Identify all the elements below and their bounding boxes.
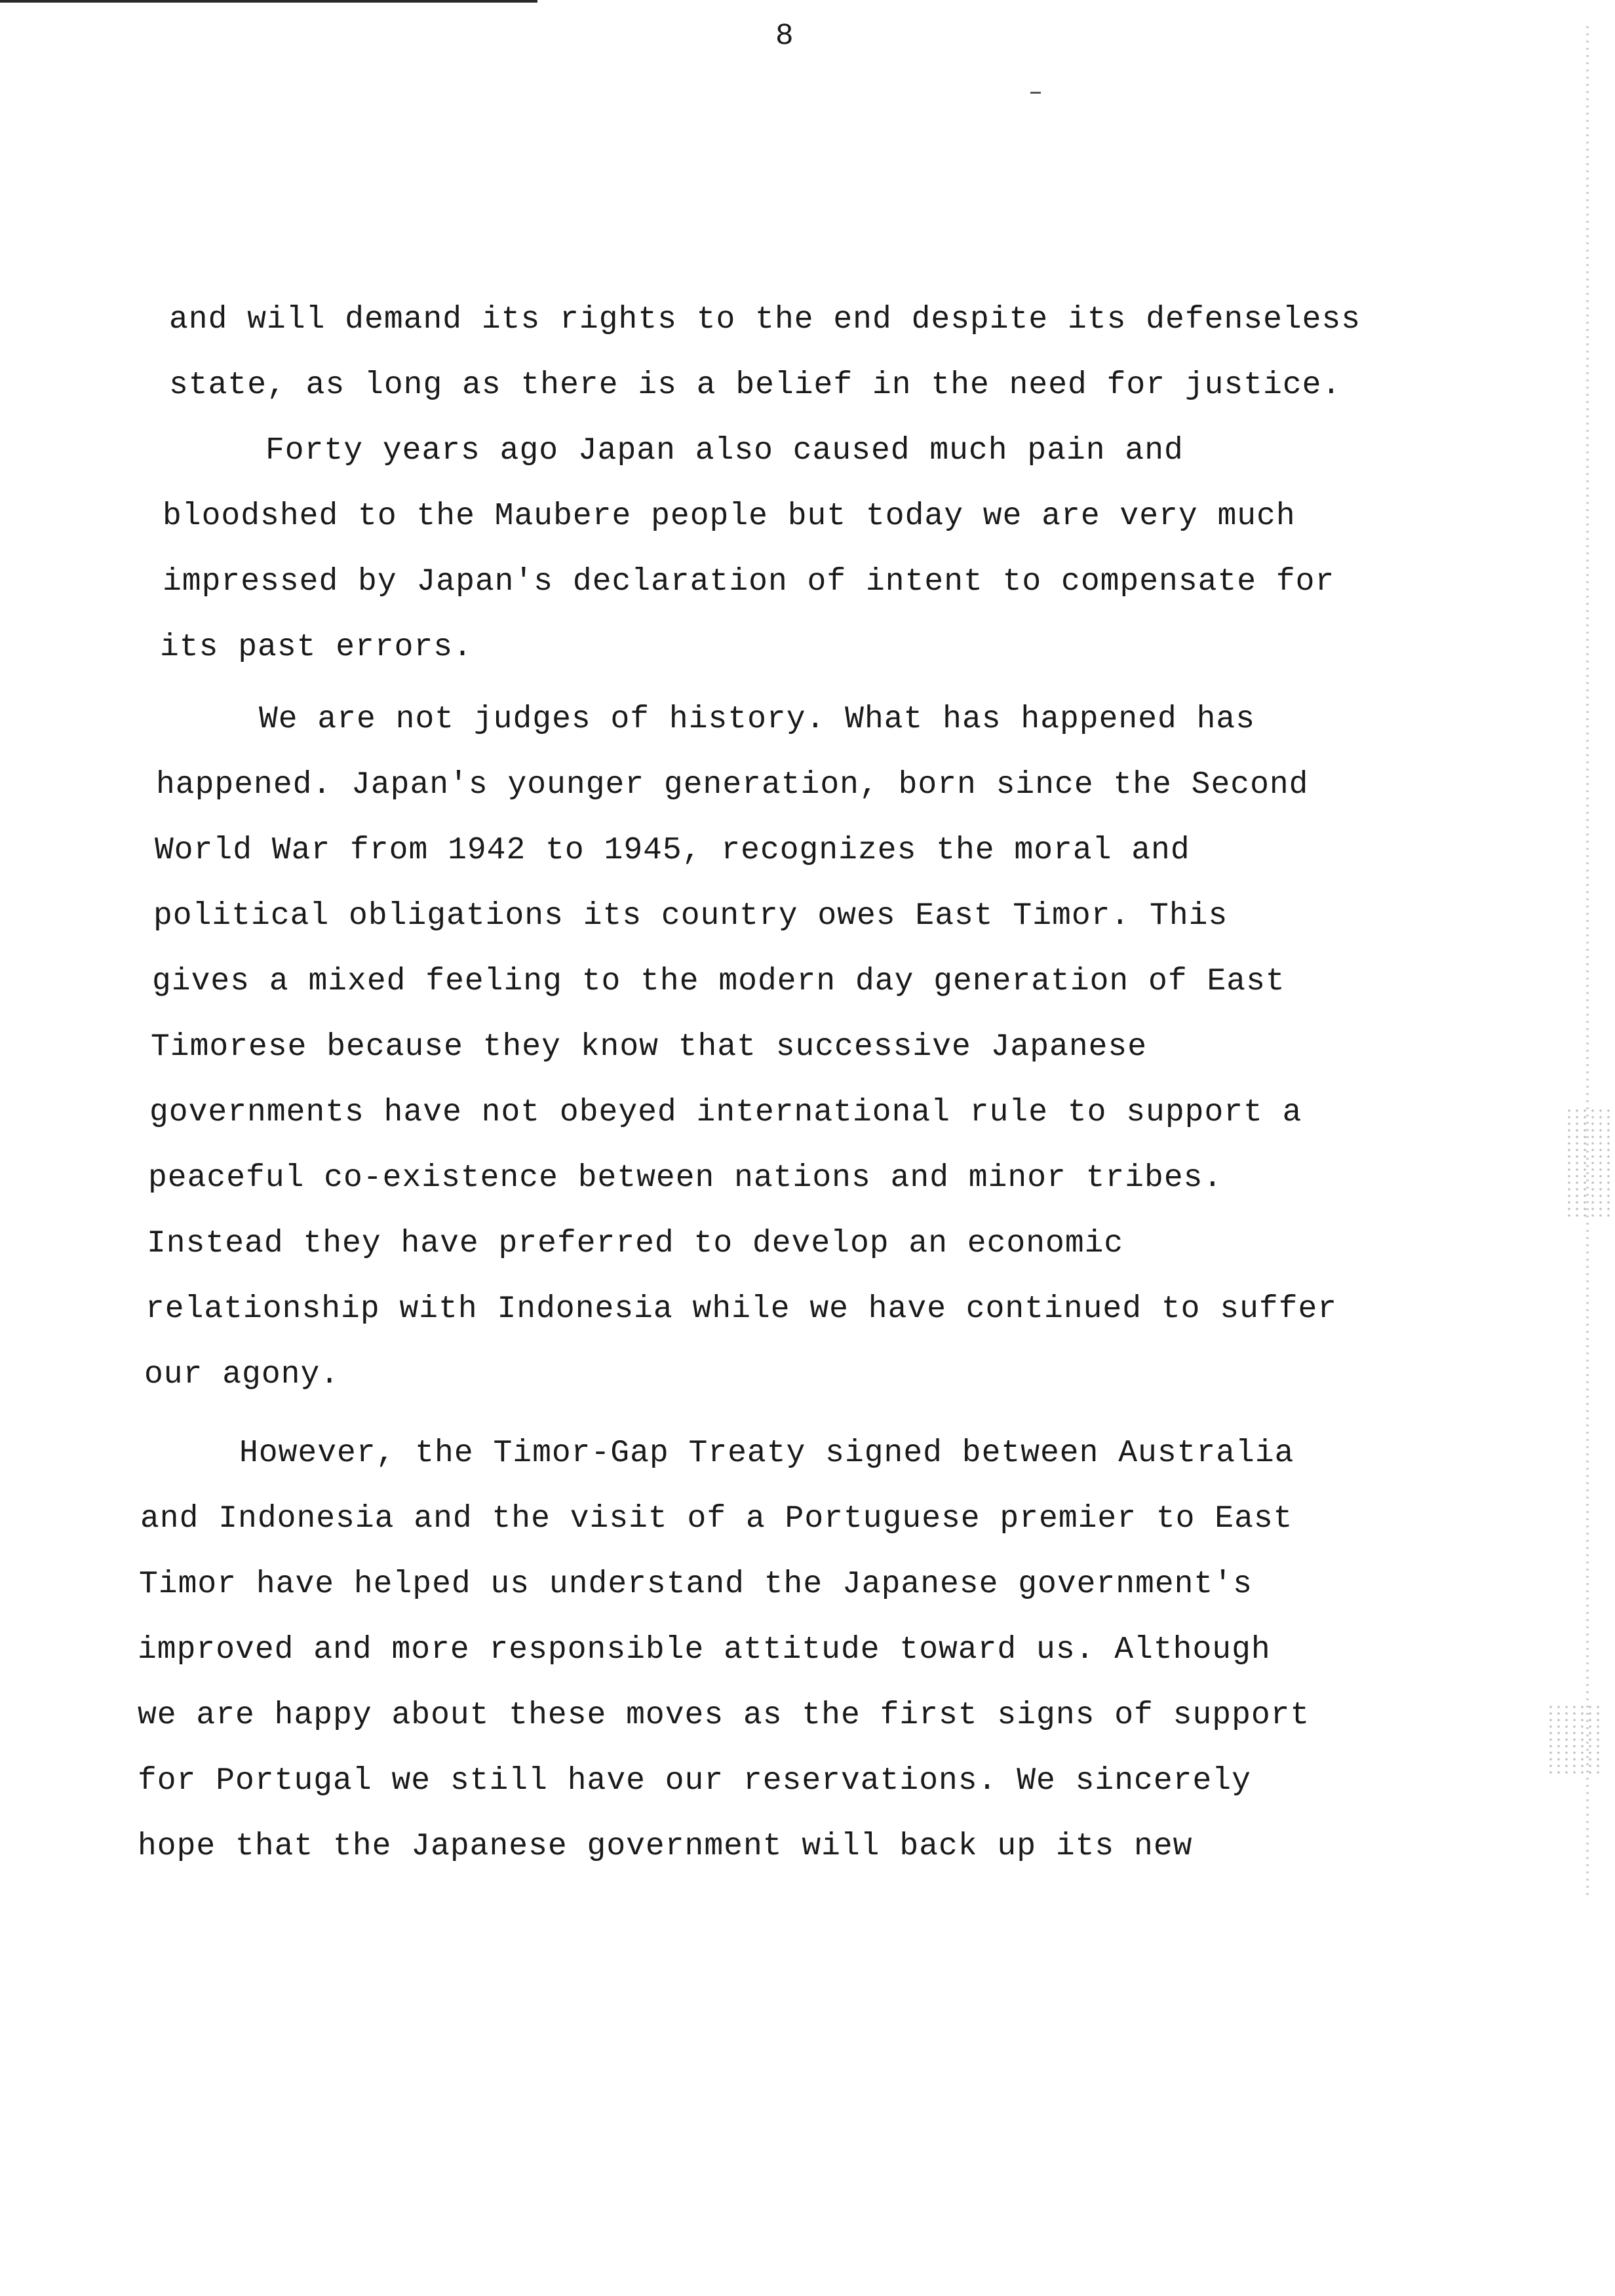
text-line: Timorese because they know that successive Japanese	[151, 1029, 1148, 1065]
text-line: political obligations its country owes East Timor. This	[153, 898, 1228, 934]
text-line: and will demand its rights to the end despite its defenseless	[169, 302, 1361, 337]
text-line: peaceful co-existence between nations and minor tribes.	[148, 1160, 1223, 1196]
text-line: improved and more responsible attitude toward us. Although	[138, 1632, 1271, 1668]
text-line: Timor have helped us understand the Japanese government's	[139, 1567, 1253, 1602]
text-line: World War from 1942 to 1945, recognizes the moral and	[155, 833, 1190, 868]
scan-right-edge-noise	[1586, 26, 1589, 1900]
scan-speckle	[1565, 1107, 1611, 1219]
text-line: we are happy about these moves as the first signs of support	[138, 1698, 1310, 1733]
text-line: for Portugal we still have our reservations. We sincerely	[138, 1763, 1251, 1799]
text-line: Instead they have preferred to develop an economic	[147, 1226, 1124, 1261]
scan-top-edge-rule	[0, 0, 537, 3]
text-line: state, as long as there is a belief in the need for justice.	[169, 368, 1342, 403]
text-line: our agony.	[144, 1357, 340, 1392]
text-line: hope that the Japanese government will back up its new	[138, 1829, 1193, 1864]
text-line: gives a mixed feeling to the modern day generation of East	[152, 964, 1285, 999]
text-line: However, the Timor-Gap Treaty signed between Australia	[239, 1436, 1294, 1471]
scan-speckle	[1547, 1704, 1599, 1776]
text-line: bloodshed to the Maubere people but today we are very much	[163, 499, 1296, 534]
text-line: Forty years ago Japan also caused much pain and	[265, 433, 1184, 469]
page-number: 8	[775, 19, 794, 53]
text-line: impressed by Japan's declaration of intent to compensate for	[163, 564, 1335, 600]
text-line: its past errors.	[160, 630, 473, 665]
text-line: happened. Japan's younger generation, born since the Second	[156, 767, 1309, 803]
text-line: governments have not obeyed international rule to support a	[149, 1095, 1302, 1130]
scan-mark	[1030, 92, 1041, 94]
text-line: relationship with Indonesia while we have continued to suffer	[146, 1292, 1338, 1327]
text-line: We are not judges of history. What has happened has	[259, 702, 1256, 737]
text-line: and Indonesia and the visit of a Portuguese premier to East	[140, 1501, 1293, 1537]
